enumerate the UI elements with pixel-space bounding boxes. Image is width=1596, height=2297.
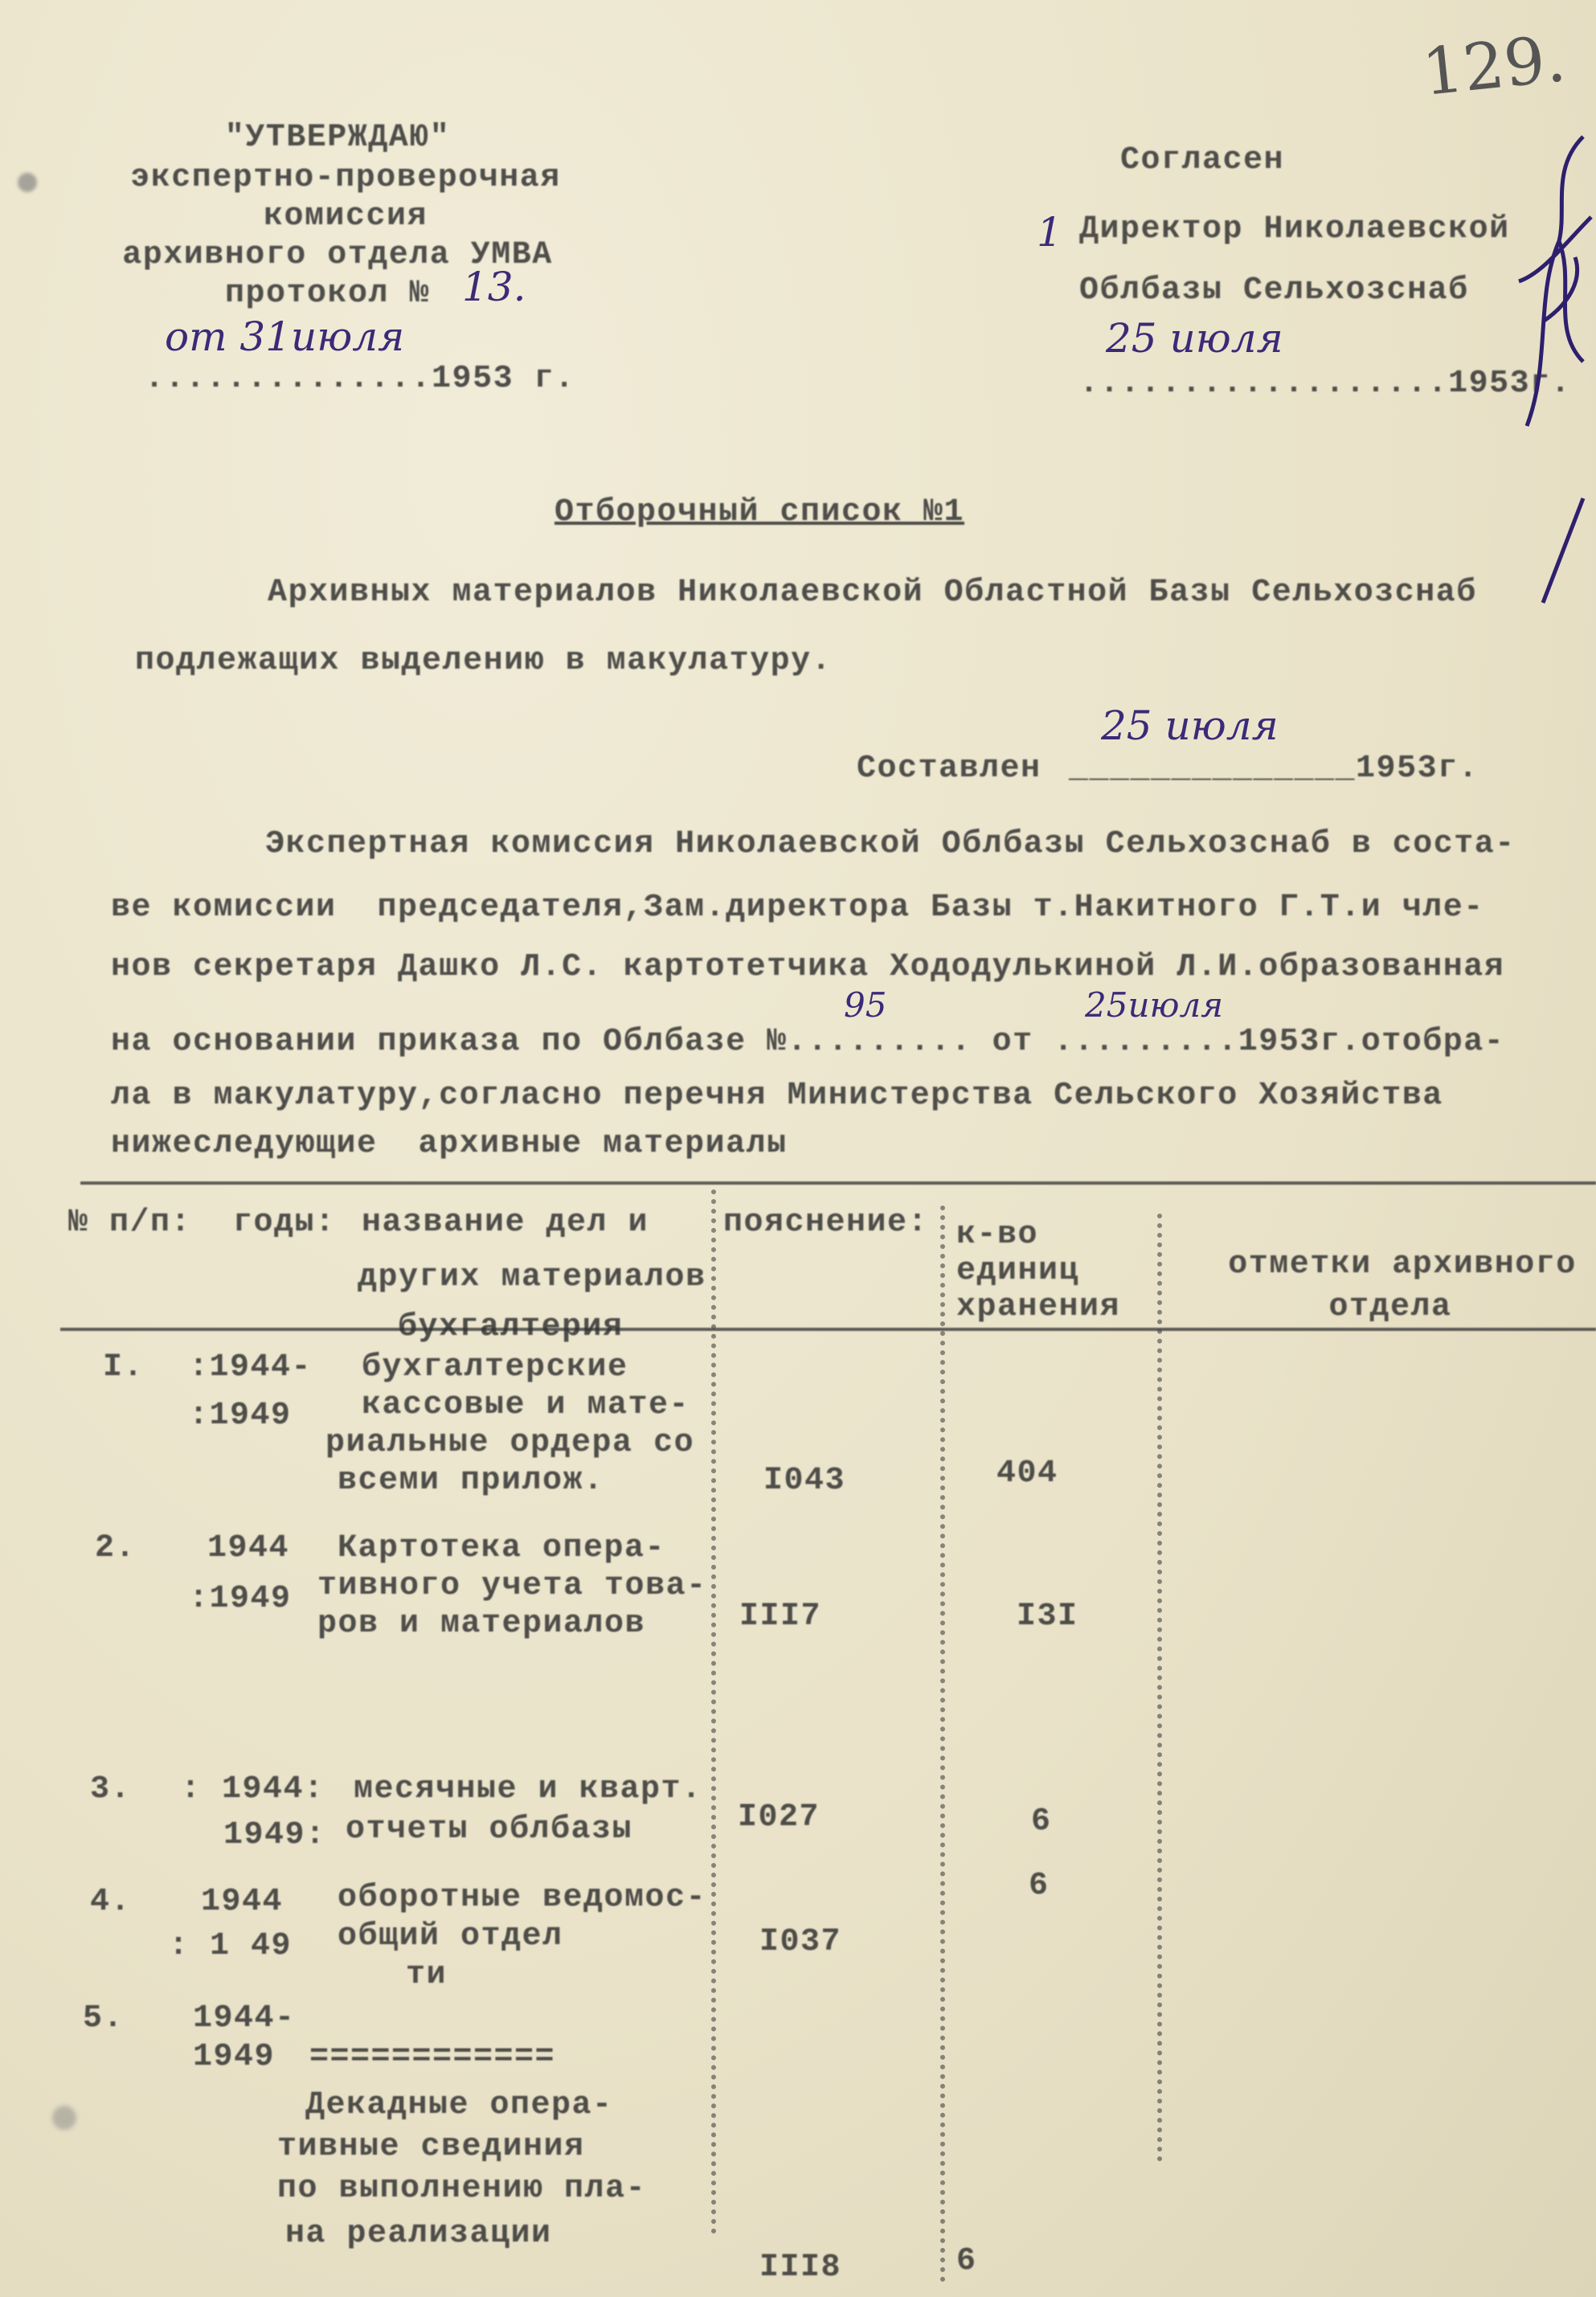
- agreement-date-line: ..................1953г.: [1079, 366, 1572, 402]
- row-name: Картотека опера-: [338, 1530, 666, 1566]
- column-separator: [940, 1206, 945, 2283]
- compiled-date-handwritten: 25 июля: [1101, 702, 1279, 749]
- approval-heading: "УТВЕРЖДАЮ": [224, 120, 451, 156]
- row-name: кассовые и мате-: [362, 1387, 690, 1423]
- row-num: 3.: [90, 1771, 132, 1808]
- row-name: оборотные ведомос-: [338, 1880, 707, 1916]
- subtitle-line: подлежащих выделению в макулатуру.: [135, 643, 833, 679]
- row-section: бухгалтерия: [398, 1309, 624, 1345]
- approval-line: архивного отдела УМВА: [122, 237, 553, 273]
- row-num: I.: [103, 1349, 145, 1386]
- row-num: 5.: [83, 2000, 125, 2037]
- compiled-label: Составлен: [857, 751, 1041, 787]
- row-years: : 1944:: [181, 1771, 325, 1808]
- approval-line: экспертно-проверочная: [130, 160, 561, 196]
- body-line: на основании приказа по Облбазе №......... от .........1953г.отобра-: [111, 1024, 1505, 1060]
- folio-number: 129.: [1418, 20, 1569, 111]
- approval-line: протокол №: [225, 276, 431, 312]
- row-name: всеми прилож.: [338, 1463, 604, 1499]
- row-years: 1949:: [223, 1817, 326, 1853]
- row-name: риальные ордера со: [325, 1425, 695, 1461]
- compiled-date-line: ______________1953г.: [1069, 751, 1479, 787]
- row-num: 2.: [95, 1530, 137, 1566]
- body-line: нов секретаря Дашко Л.С. картотетчика Хододулькиной Л.И.образованная: [111, 949, 1505, 985]
- header-marks: отдела: [1328, 1289, 1452, 1325]
- header-name: других материалов: [358, 1259, 706, 1296]
- subtitle-line: Архивных материалов Николаевской Областной Базы Сельхозснаб: [268, 575, 1477, 611]
- row-section: ============: [309, 2039, 556, 2075]
- agreement-heading: Согласен: [1120, 142, 1285, 178]
- row-name: ти: [406, 1957, 448, 1993]
- approval-date-handwritten: от 31июля: [165, 313, 405, 360]
- row-name: бухгалтерские: [362, 1349, 628, 1386]
- order-date-handwritten: 25июля: [1085, 985, 1224, 1025]
- director-signature: [1503, 121, 1596, 442]
- row-name: тивного учета това-: [317, 1568, 707, 1604]
- agreement-date-handwritten: 25 июля: [1106, 315, 1283, 362]
- column-separator: [1157, 1214, 1162, 2162]
- agreement-line: Директор Николаевской: [1079, 211, 1510, 248]
- margin-mark: 1: [1037, 209, 1062, 256]
- header-qty: хранения: [956, 1289, 1121, 1325]
- approval-line: комиссия: [263, 199, 428, 235]
- row-years: :1949: [189, 1581, 292, 1617]
- header-qty: единиц: [956, 1253, 1080, 1289]
- binder-hole: [52, 2106, 76, 2130]
- row-explanation: I043: [763, 1463, 846, 1499]
- row-name: Декадные опера-: [305, 2087, 613, 2123]
- row-name: на реализации: [285, 2216, 552, 2252]
- document-title: Отборочный список №1: [554, 494, 965, 530]
- row-name: месячные и кварт.: [354, 1771, 702, 1808]
- row-years: 1944: [207, 1530, 290, 1566]
- row-qty: 404: [996, 1456, 1058, 1492]
- protocol-number: 13.: [462, 264, 526, 310]
- header-explanation: пояснение:: [723, 1205, 929, 1241]
- body-line: ве комиссии председателя,Зам.директора Базы т.Накитного Г.Т.и чле-: [111, 890, 1484, 926]
- body-line: ла в макулатуру,согласно перечня Министерства Сельского Хозяйства: [111, 1078, 1443, 1114]
- body-line: нижеследующие архивные материалы: [111, 1126, 788, 1162]
- row-qty: 6: [1029, 1868, 1050, 1904]
- table-header-rule: [60, 1328, 1596, 1331]
- table-top-rule: [80, 1181, 1596, 1185]
- row-section: общий отдел: [338, 1918, 563, 1955]
- order-number-handwritten: 95: [844, 985, 887, 1025]
- row-years: 1944: [201, 1884, 284, 1920]
- row-name: по выполнению пла-: [277, 2171, 647, 2207]
- row-qty: I3I: [1017, 1599, 1078, 1635]
- margin-slash: [1527, 490, 1596, 611]
- row-qty: 6: [1031, 1804, 1052, 1840]
- header-num: № п/п:: [68, 1205, 192, 1241]
- row-years: 1949: [193, 2039, 276, 2075]
- row-explanation: I037: [759, 1924, 842, 1960]
- body-line: Экспертная комиссия Николаевской Облбазы Сельхозснаб в соста-: [265, 826, 1516, 862]
- row-num: 4.: [90, 1884, 132, 1920]
- row-qty: 6: [956, 2243, 977, 2279]
- header-years: годы:: [233, 1205, 336, 1241]
- header-marks: отметки архивного: [1228, 1247, 1577, 1283]
- row-explanation: III7: [739, 1599, 822, 1635]
- row-name: тивные свединия: [277, 2129, 585, 2165]
- row-name: ров и материалов: [317, 1606, 646, 1642]
- binder-hole: [18, 173, 37, 192]
- header-name: название дел и: [362, 1205, 649, 1241]
- row-name: отчеты облбазы: [346, 1812, 633, 1848]
- row-years: :1944-: [189, 1349, 313, 1386]
- column-separator: [711, 1189, 716, 2234]
- row-explanation: III8: [759, 2250, 842, 2286]
- agreement-line: Облбазы Сельхозснаб: [1079, 272, 1469, 309]
- approval-date-line: ..............1953 г.: [145, 361, 575, 397]
- row-years: :1949: [189, 1398, 292, 1434]
- header-qty: к-во: [956, 1217, 1039, 1253]
- row-years: : 1 49: [169, 1928, 293, 1964]
- row-years: 1944-: [193, 2000, 296, 2037]
- row-explanation: I027: [738, 1800, 821, 1836]
